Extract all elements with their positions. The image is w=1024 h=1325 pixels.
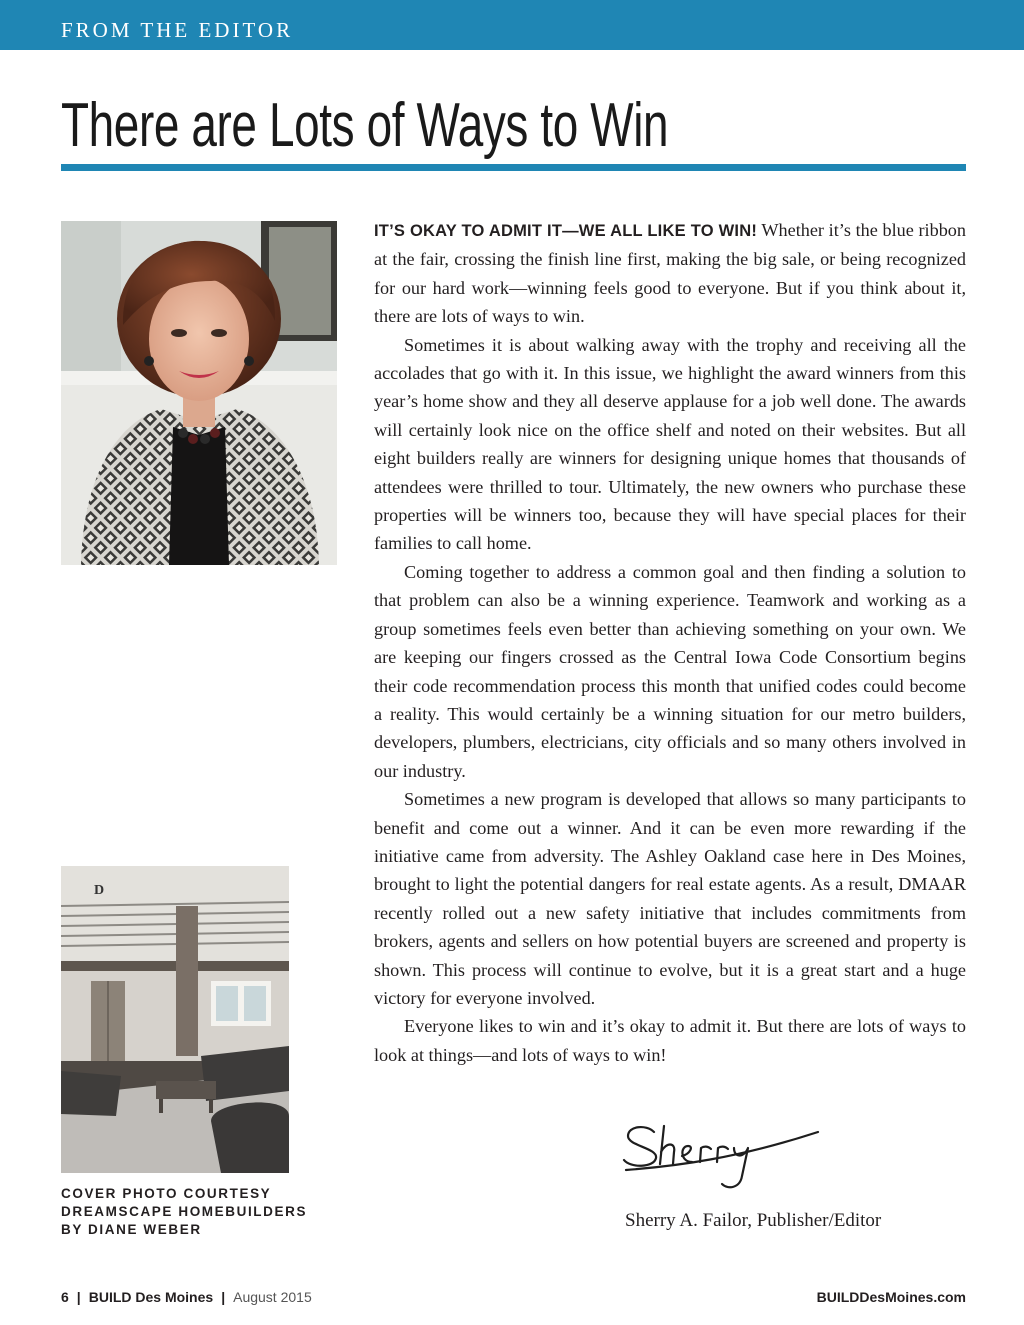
- caption-line: BY DIANE WEBER: [61, 1222, 202, 1237]
- article-lead-in: IT’S OKAY TO ADMIT IT—WE ALL LIKE TO WIN!: [374, 222, 758, 240]
- cover-photo-caption: [61, 1185, 351, 1239]
- article-paragraph: Sometimes a new program is developed that allows so many participants to benefit and come out a winner. And it can be even more rewarding if the initiative came from adversity. The Ashley Oakland case here in Des Moines, brought to light the potential dangers for real estate agents. As a result, DMAAR recently rolled out a new safety initiative that includes commitments from brokers, agents and sellers on how potential buyers are screened and property is shown. This process will continue to evolve, but it is a great start and a huge victory for everyone involved.: [374, 789, 966, 1008]
- caption-line: COVER PHOTO COURTESY: [61, 1186, 272, 1201]
- title-divider: [61, 164, 966, 171]
- article-paragraph-text: Whether it’s the blue ribbon at the fair, crossing the finish line first, making the big sale, or being recognized for our hard work—winning feels good to everyone. But if you think about it, there are lots of ways to win.: [374, 220, 966, 327]
- article-paragraph: [374, 216, 966, 331]
- section-header-band: [0, 0, 1024, 50]
- article-paragraph: Everyone likes to win and it’s okay to admit it. But there are lots of ways to look at things—and lots of ways to win!: [374, 1016, 966, 1065]
- footer-separator: |: [76, 1289, 81, 1305]
- section-label: FROM THE EDITOR: [61, 18, 294, 42]
- website-link[interactable]: BUILDDesMoines.com: [816, 1289, 966, 1305]
- publication-name: BUILD Des Moines: [88, 1289, 214, 1305]
- page-title: There are Lots of Ways to Win: [61, 91, 669, 160]
- article-body: [374, 216, 966, 1069]
- editor-portrait-photo: [61, 221, 337, 565]
- caption-line: DREAMSCAPE HOMEBUILDERS: [61, 1204, 308, 1219]
- editor-byline: Sherry A. Failor, Publisher/Editor: [625, 1210, 882, 1231]
- editor-signature: [618, 1118, 828, 1198]
- cover-photo: [61, 866, 289, 1173]
- svg-text:D: D: [94, 883, 105, 898]
- article-paragraph: Coming together to address a common goal and then finding a solution to that problem can also be a winning experience. Teamwork and working as a group sometimes feels even better than achieving something on your own. We are keeping our fingers crossed as the Central Iowa Code Consortium begins their code recommendation process this month that unified codes could become a reality. This would certainly be a winning situation for our metro builders, developers, plumbers, electricians, city officials and so many others involved in our industry.: [374, 561, 966, 781]
- issue-date: August 2015: [233, 1289, 312, 1305]
- footer-separator: |: [221, 1289, 226, 1305]
- page-footer: [61, 1287, 312, 1307]
- article-paragraph: Sometimes it is about walking away with the trophy and receiving all the accolades that go with it. In this issue, we highlight the award winners from this year’s home show and they all deserve applause for a job well done. The awards will certainly look nice on the office shelf and noted on their websites. But all eight builders really are winners for designing unique homes that thousands of attendees were thrilled to tour. Ultimately, the new owners who purchase these properties will be winners too, because they will have special places for their families to call home.: [374, 334, 966, 554]
- page-number: 6: [61, 1289, 69, 1305]
